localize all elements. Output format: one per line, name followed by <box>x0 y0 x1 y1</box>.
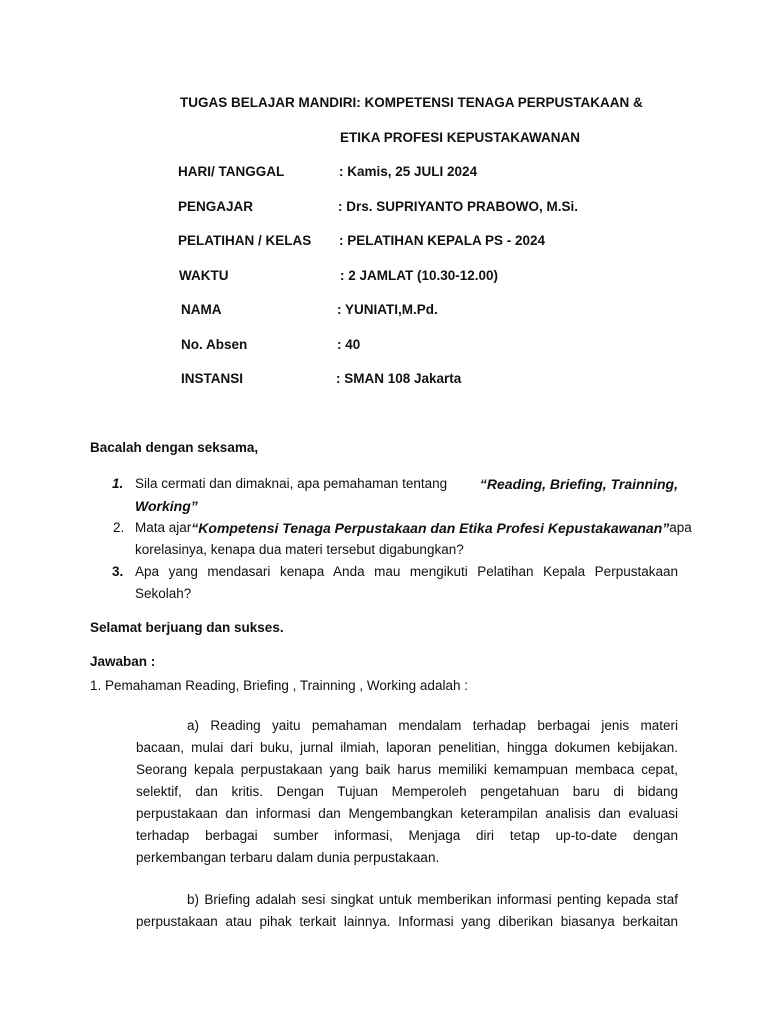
info-label-time: WAKTU <box>179 268 229 283</box>
answer-a-line-2: bacaan, mulai dari buku, jurnal ilmiah, laporan penelitian, hingga dokumen kebijakan. <box>136 740 678 755</box>
info-label-teacher: PENGAJAR <box>178 199 254 214</box>
q2-emphasis: “Kompetensi Tenaga Perpustakaan dan Etika Profesi Kepustakawanan” <box>191 520 670 536</box>
info-label-date: HARI/ TANGGAL <box>178 164 285 179</box>
info-value-instansi: : SMAN 108 Jakarta <box>336 371 462 386</box>
answer-item-1: 1. Pemahaman Reading, Briefing , Trainning , Working adalah : <box>90 678 468 693</box>
answer-a-line-3: Seorang kepala perpustakaan yang baik harus memiliki kemampuan membaca cepat, <box>136 762 678 777</box>
q2-line-1 <box>135 519 692 537</box>
q3-line-1: Apa yang mendasari kenapa Anda mau mengikuti Pelatihan Kepala Perpustakaan <box>135 564 678 579</box>
info-value-teacher: : Drs. SUPRIYANTO PRABOWO, M.Si. <box>338 199 579 214</box>
answer-a-line-1: a) Reading yaitu pemahaman mendalam terhadap berbagai jenis materi <box>187 718 678 733</box>
answer-b-line-2: perpustakaan atau pihak terkait lainnya. Informasi yang diberikan biasanya berkaitan <box>136 914 678 929</box>
q1-emphasis: “Reading, Briefing, Trainning, <box>479 476 678 492</box>
answer-a-line-6: terhadap berbagai sumber informasi, Menjaga diri tetap up-to-date dengan <box>136 828 678 843</box>
title-line-1: TUGAS BELAJAR MANDIRI: KOMPETENSI TENAGA PERPUSTAKAAN & <box>180 95 643 110</box>
q3-line-2: Sekolah? <box>135 586 192 601</box>
q1-line-1 <box>135 475 678 493</box>
info-value-name: : YUNIATI,M.Pd. <box>337 302 438 317</box>
info-label-instansi: INSTANSI <box>181 371 244 386</box>
info-value-date: : Kamis, 25 JULI 2024 <box>339 164 478 179</box>
q1-emphasis-2: Working” <box>135 498 198 514</box>
q2-number: 2. <box>113 520 125 535</box>
q2-suffix: apa <box>669 520 692 535</box>
q3-number: 3. <box>112 564 124 579</box>
info-label-absen: No. Absen <box>181 337 248 352</box>
info-value-absen: : 40 <box>337 337 361 352</box>
info-label-name: NAMA <box>181 302 222 317</box>
closing-text: Selamat berjuang dan sukses. <box>90 620 284 635</box>
answer-a-line-4: selektif, dan kritis. Dengan Tujuan Memperoleh pengetahuan baru di bidang <box>136 784 678 799</box>
answer-heading: Jawaban : <box>90 654 156 669</box>
answer-a-line-5: perpustakaan dan informasi dan Mengembangkan keterampilan analisis dan evaluasi <box>136 806 678 821</box>
q1-number: 1. <box>112 476 124 491</box>
instructions-heading: Bacalah dengan seksama, <box>90 440 259 455</box>
answer-b-line-1: b) Briefing adalah sesi singkat untuk memberikan informasi penting kepada staf <box>187 892 678 907</box>
q2-prefix: Mata ajar <box>135 520 192 535</box>
answer-a-line-7: perkembangan terbaru dalam dunia perpustakaan. <box>136 850 440 865</box>
title-line-2: ETIKA PROFESI KEPUSTAKAWANAN <box>340 130 581 145</box>
q1-text: Sila cermati dan dimaknai, apa pemahaman tentang <box>135 476 448 491</box>
info-value-time: : 2 JAMLAT (10.30-12.00) <box>340 268 499 283</box>
info-value-class: : PELATIHAN KEPALA PS - 2024 <box>339 233 546 248</box>
q2-line-2: korelasinya, kenapa dua materi tersebut digabungkan? <box>135 542 464 557</box>
info-label-class: PELATIHAN / KELAS <box>178 233 312 248</box>
